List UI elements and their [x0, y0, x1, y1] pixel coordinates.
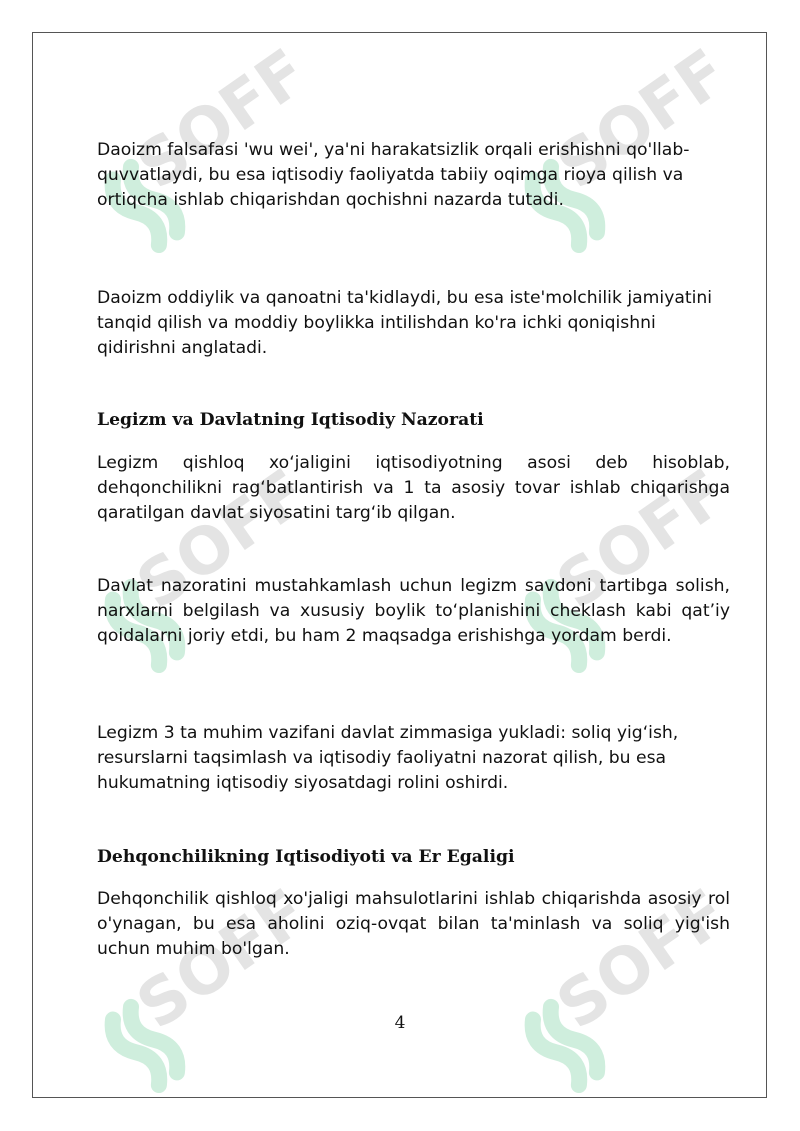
svg-text:SOFF: SOFF — [124, 40, 300, 205]
svg-text:SOFF: SOFF — [544, 460, 720, 625]
paragraph-legalism-agriculture: Legizm qishloq xo‘jaligini iqtisodiyotning asosi deb hisoblab, dehqonchilikni rag‘batlantirish va 1 ta asosiy tovar ishlab chiqarishga qaratilgan davlat siyosatini targ‘ib qilgan. — [97, 453, 730, 523]
paragraph-daoism-wu-wei: Daoizm falsafasi 'wu wei', ya'ni harakatsizlik orqali erishishni qo'llab-quvvatlaydi, bu esa iqtisodiy faoliyatda tabiiy oqimga rioya qilish va ortiqcha ishlab chiqarishdan qochishni nazarda tutadi. — [97, 140, 690, 210]
svg-text:SOFF: SOFF — [124, 460, 300, 625]
paragraph-farming-role: Dehqonchilik qishloq xo'jaligi mahsulotlarini ishlab chiqarishda asosiy rol o'ynagan, bu esa aholini oziq-ovqat bilan ta'minlash va soliq yig'ish uchun muhim bo'lgan. — [97, 889, 730, 959]
svg-text:SOFF: SOFF — [544, 880, 720, 1045]
paragraph-legalism-state-control: Davlat nazoratini mustahkamlash uchun legizm savdoni tartibga solish, narxlarni belgilash va xususiy boylik to‘planishini cheklash kabi qat’iy qoidalarni joriy etdi, bu ham 2 maqsadga erishishga yordam berdi. — [97, 576, 730, 646]
svg-text:SOFF: SOFF — [124, 880, 300, 1045]
section-heading-farming: Dehqonchilikning Iqtisodiyoti va Er Egaligi — [97, 847, 515, 867]
paragraph-legalism-tasks: Legizm 3 ta muhim vazifani davlat zimmasiga yukladi: soliq yig‘ish, resurslarni taqsimlash va iqtisodiy faoliyatni nazorat qilish, bu esa hukumatning iqtisodiy siyosatdagi rolini oshirdi. — [97, 723, 679, 793]
section-heading-legalism: Legizm va Davlatning Iqtisodiy Nazorati — [97, 410, 484, 430]
page-number: 4 — [394, 1013, 406, 1033]
paragraph-daoism-simplicity: Daoizm oddiylik va qanoatni ta'kidlaydi, bu esa iste'molchilik jamiyatini tanqid qilish va moddiy boylikka intilishdan ko'ra ichki qoniqishni qidirishni anglatadi. — [97, 288, 713, 358]
svg-text:SOFF: SOFF — [544, 40, 720, 205]
